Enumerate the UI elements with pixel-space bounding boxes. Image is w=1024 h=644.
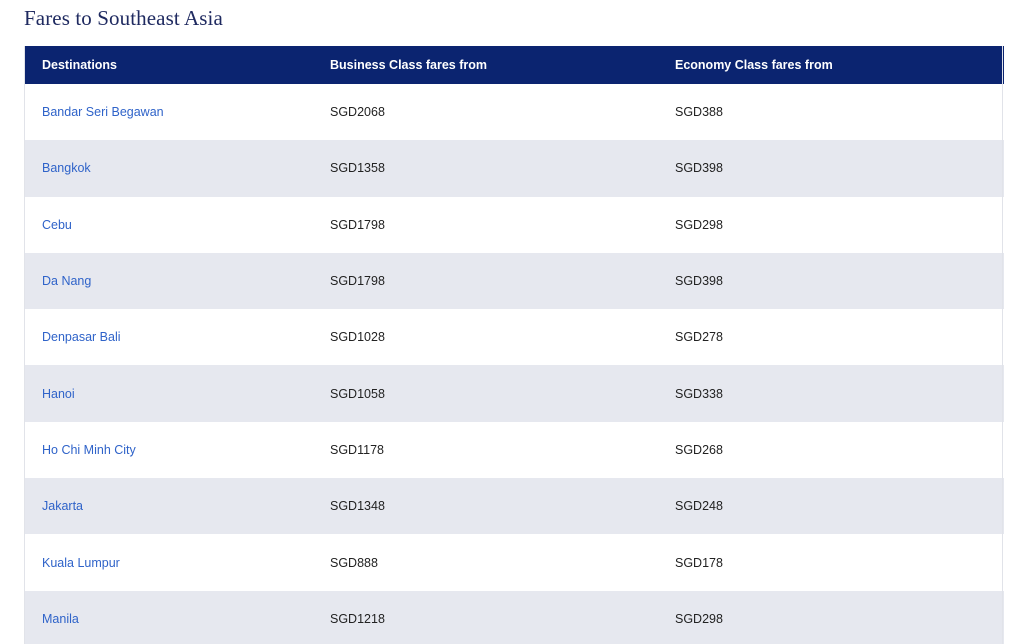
table-row <box>24 534 1004 590</box>
table-row <box>24 478 1004 534</box>
business-fare: SGD1798 <box>330 217 385 232</box>
destination-link[interactable]: Ho Chi Minh City <box>42 442 136 457</box>
business-fare: SGD1798 <box>330 274 385 289</box>
header-economy-fares: Economy Class fares from <box>675 58 833 72</box>
economy-fare: SGD338 <box>675 386 723 401</box>
table-body <box>24 84 1004 644</box>
destination-link[interactable]: Manila <box>42 611 79 626</box>
destination-link[interactable]: Jakarta <box>42 499 83 514</box>
destination-link[interactable]: Da Nang <box>42 274 92 289</box>
table-row <box>24 422 1004 478</box>
destination-link[interactable]: Hanoi <box>42 386 75 401</box>
economy-fare: SGD398 <box>675 274 723 289</box>
economy-fare: SGD248 <box>675 499 723 514</box>
business-fare: SGD1178 <box>330 442 384 457</box>
table-row <box>24 365 1004 421</box>
economy-fare: SGD298 <box>675 611 723 626</box>
table-row <box>24 197 1004 253</box>
business-fare: SGD1348 <box>330 499 385 514</box>
table-row <box>24 591 1004 644</box>
business-fare: SGD1358 <box>330 161 385 176</box>
business-fare: SGD1028 <box>330 330 385 345</box>
economy-fare: SGD398 <box>675 161 723 176</box>
destination-link[interactable]: Kuala Lumpur <box>42 555 120 570</box>
table-header <box>24 46 1004 84</box>
table-row <box>24 140 1004 196</box>
destination-link[interactable]: Cebu <box>42 217 72 232</box>
destination-link[interactable]: Denpasar Bali <box>42 330 121 345</box>
business-fare: SGD888 <box>330 555 378 570</box>
economy-fare: SGD278 <box>675 330 723 345</box>
economy-fare: SGD298 <box>675 217 723 232</box>
economy-fare: SGD388 <box>675 105 723 120</box>
fares-table <box>24 46 1004 644</box>
destination-link[interactable]: Bangkok <box>42 161 91 176</box>
business-fare: SGD1058 <box>330 386 385 401</box>
header-business-fares: Business Class fares from <box>330 58 488 72</box>
business-fare: SGD2068 <box>330 105 385 120</box>
table-row <box>24 253 1004 309</box>
table-row <box>24 309 1004 365</box>
economy-fare: SGD178 <box>675 555 723 570</box>
business-fare: SGD1218 <box>330 611 385 626</box>
table-row <box>24 84 1004 140</box>
header-row <box>24 46 1004 84</box>
page-title: Fares to Southeast Asia <box>24 6 223 30</box>
destination-link[interactable]: Bandar Seri Begawan <box>42 105 164 120</box>
header-destinations: Destinations <box>42 58 118 72</box>
economy-fare: SGD268 <box>675 442 723 457</box>
